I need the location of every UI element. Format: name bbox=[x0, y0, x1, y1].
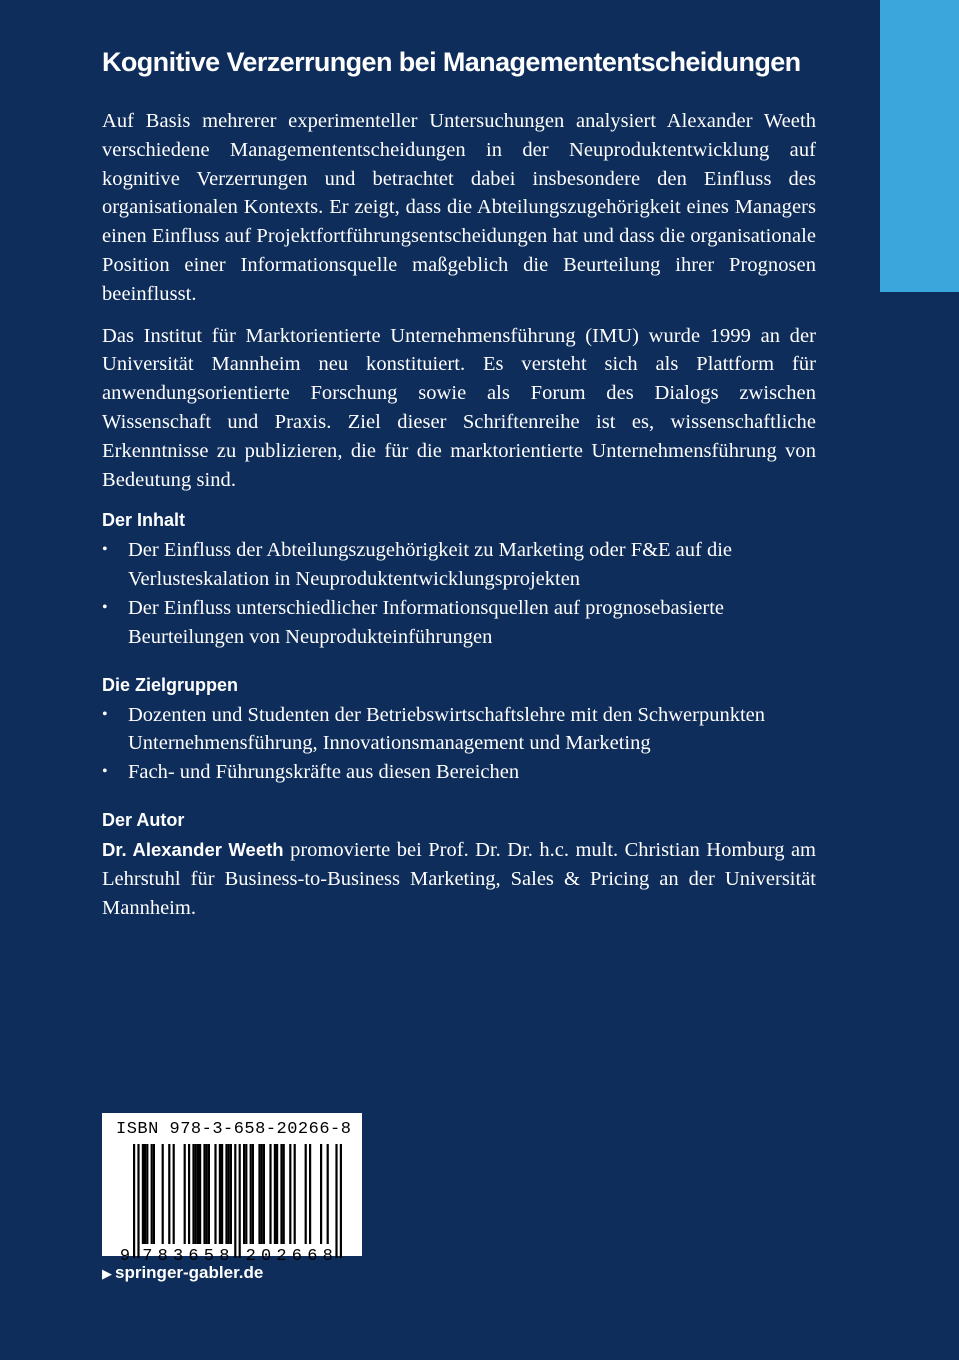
content-list bbox=[102, 536, 816, 651]
barcode-bar bbox=[250, 1144, 252, 1244]
barcode-bar bbox=[168, 1144, 170, 1244]
barcode-bar bbox=[162, 1144, 164, 1244]
barcode-bar bbox=[142, 1144, 144, 1244]
barcode-bar bbox=[203, 1144, 205, 1244]
barcode-bar bbox=[261, 1144, 263, 1244]
bullet-icon: • bbox=[102, 705, 108, 723]
barcode-bar bbox=[280, 1144, 282, 1244]
barcode-bar bbox=[225, 1144, 227, 1244]
barcode-bar bbox=[289, 1144, 291, 1244]
barcode-bar bbox=[197, 1144, 199, 1244]
website-url: springer-gabler.de bbox=[115, 1263, 264, 1282]
barcode-bar bbox=[173, 1144, 175, 1244]
author-name: Dr. Alexander Weeth bbox=[102, 838, 284, 860]
barcode-bar bbox=[221, 1144, 223, 1244]
barcode-bar bbox=[151, 1144, 153, 1244]
accent-color-bar bbox=[880, 0, 959, 292]
barcode-bar bbox=[327, 1144, 329, 1244]
barcode-digit: 7 bbox=[142, 1247, 153, 1266]
barcode-guard-bar bbox=[137, 1144, 139, 1258]
book-title: Kognitive Verzerrungen bei Managemententscheidungen bbox=[102, 47, 801, 77]
barcode-bar bbox=[320, 1144, 322, 1244]
barcode-bar bbox=[192, 1144, 194, 1244]
cover-text-block bbox=[102, 42, 816, 922]
barcode-bar bbox=[146, 1144, 148, 1244]
barcode-digit: 0 bbox=[260, 1247, 272, 1266]
barcode-bar bbox=[144, 1144, 146, 1244]
barcode-digit: 8 bbox=[157, 1247, 168, 1266]
barcode-bar bbox=[184, 1144, 186, 1244]
list-item bbox=[102, 701, 816, 759]
barcode-bar bbox=[274, 1144, 276, 1244]
list-item bbox=[102, 536, 816, 594]
play-arrow-icon: ▶ bbox=[102, 1266, 112, 1281]
barcode-digit: 2 bbox=[245, 1247, 256, 1266]
barcode-bar bbox=[243, 1144, 245, 1244]
barcode-bar bbox=[188, 1144, 190, 1244]
barcode-guard-bar bbox=[340, 1144, 342, 1258]
list-item-text: Der Einfluss der Abteilungszugehörigkeit zu Marketing oder F&E auf die Verlusteskalation in Neuproduktentwicklungsprojekten bbox=[128, 539, 733, 591]
barcode-bar bbox=[206, 1144, 208, 1244]
barcode-guard-bar bbox=[234, 1144, 236, 1258]
barcode-digit: 2 bbox=[276, 1247, 287, 1266]
barcode-digit: 6 bbox=[307, 1247, 318, 1266]
barcode-bar bbox=[195, 1144, 197, 1244]
barcode-bar bbox=[153, 1144, 155, 1244]
target-groups-list bbox=[102, 701, 816, 787]
barcode-bar bbox=[276, 1144, 278, 1244]
barcode-guard-bar bbox=[133, 1144, 135, 1258]
institute-paragraph: Das Institut für Marktorientierte Unternehmensführung (IMU) wurde 1999 an der Universität Mannheim neu konstituiert. Es versteht sich als Plattform für anwendungsorientierte Forschung sowie als Forum des Dialogs zwischen Wissenschaft und Praxis. Ziel dieser Schriftenreihe ist es, wissenschaftliche Erkenntnisse zu publizieren, die für die marktorientierte Unternehmensführung von Bedeutung sind. bbox=[102, 324, 816, 491]
bullet-icon: • bbox=[102, 598, 108, 616]
isbn-barcode-box bbox=[102, 1113, 362, 1266]
website-link[interactable] bbox=[102, 1262, 263, 1285]
barcode bbox=[102, 1113, 362, 1266]
list-item bbox=[102, 758, 816, 787]
barcode-digit: 8 bbox=[322, 1247, 333, 1266]
barcode-bar bbox=[214, 1144, 216, 1244]
bullet-icon: • bbox=[102, 763, 108, 781]
target-groups-heading: Die Zielgruppen bbox=[102, 674, 239, 695]
barcode-bar bbox=[252, 1144, 254, 1244]
barcode-bar bbox=[208, 1144, 210, 1244]
bullet-icon: • bbox=[102, 541, 108, 559]
author-heading: Der Autor bbox=[102, 809, 185, 830]
barcode-bar bbox=[305, 1144, 307, 1244]
author-bio bbox=[102, 836, 816, 922]
barcode-digit: 9 bbox=[119, 1247, 131, 1266]
barcode-bar bbox=[269, 1144, 271, 1244]
barcode-digit: 5 bbox=[203, 1247, 215, 1266]
barcode-bar bbox=[258, 1144, 260, 1244]
summary-paragraph: Auf Basis mehrerer experimenteller Untersuchungen analysiert Alexander Weeth verschiedene Managemententscheidungen in der Neuproduktentwicklung auf kognitive Verzerrungen und betrachtet dabei insbesondere den Einfluss des organisationalen Kontexts. Er zeigt, dass die Abteilungszugehörigkeit eines Managers einen Einfluss auf Projektfortführungsentscheidungen hat und dass die organisationale Position einer Informationsquelle maßgeblich die Beurteilung ihrer Prognosen beeinflusst. bbox=[102, 110, 816, 305]
list-item-text: Dozenten und Studenten der Betriebswirtschaftslehre mit den Schwerpunkten Unternehmensführung, Innovationsmanagement und Marketing bbox=[128, 703, 766, 755]
list-item bbox=[102, 594, 816, 652]
barcode-bar bbox=[219, 1144, 221, 1244]
barcode-guard-bar bbox=[239, 1144, 241, 1258]
barcode-bar bbox=[309, 1144, 311, 1244]
barcode-bar bbox=[230, 1144, 232, 1244]
author-bio-text: promovierte bei Prof. Dr. Dr. h.c. mult. Christian Homburg am Lehrstuhl für Business-to-Business Marketing, Sales & Pricing an der Universität Mannheim. bbox=[102, 838, 816, 919]
content-heading: Der Inhalt bbox=[102, 510, 186, 531]
barcode-digit: 6 bbox=[291, 1247, 303, 1266]
barcode-digit: 3 bbox=[172, 1247, 184, 1266]
barcode-digit: 8 bbox=[219, 1247, 230, 1266]
barcode-bar bbox=[263, 1144, 265, 1244]
list-item-text: Der Einfluss unterschiedlicher Informationsquellen auf prognosebasierte Beurteilungen von Neuprodukteinführungen bbox=[128, 596, 725, 648]
barcode-digit: 6 bbox=[188, 1247, 199, 1266]
barcode-bar bbox=[294, 1144, 296, 1244]
barcode-guard-bar bbox=[335, 1144, 337, 1258]
isbn-label: ISBN 978-3-658-20266-8 bbox=[116, 1120, 352, 1139]
barcode-bar bbox=[283, 1144, 285, 1244]
barcode-bar bbox=[245, 1144, 247, 1244]
barcode-bar bbox=[228, 1144, 230, 1244]
barcode-bar bbox=[199, 1144, 201, 1244]
list-item-text: Fach- und Führungskräfte aus diesen Bereichen bbox=[128, 761, 520, 784]
